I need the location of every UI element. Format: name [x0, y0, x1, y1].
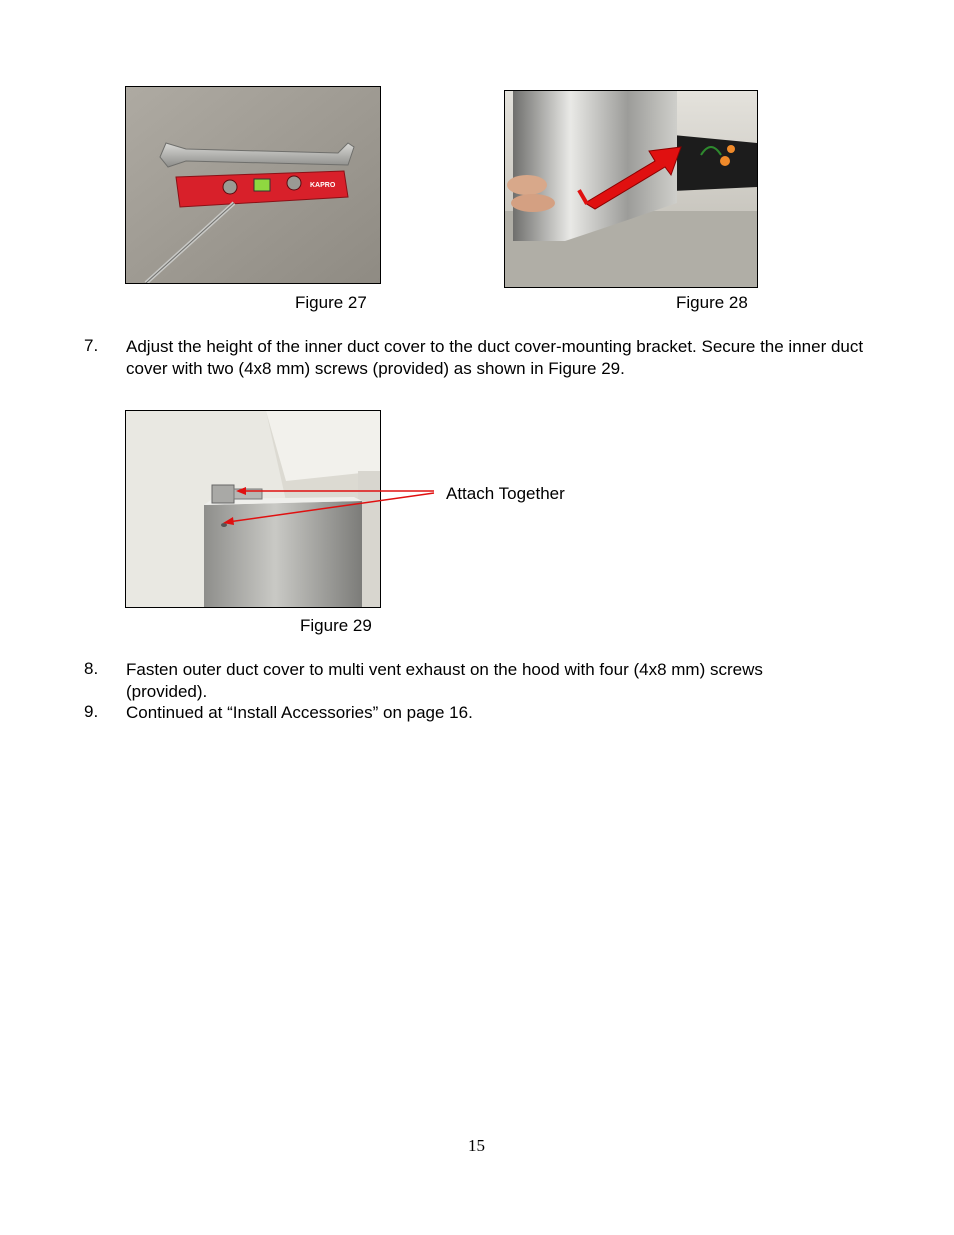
step-8-number: 8.: [84, 659, 99, 678]
figure-27-caption: Figure 27: [295, 293, 367, 312]
step-7-number: 7.: [84, 336, 99, 355]
page-number: 15: [468, 1136, 485, 1155]
level-brand-text: KAPRO: [310, 182, 336, 189]
step-8-text: Fasten outer duct cover to multi vent exhaust on the hood with four (4x8 mm) screws (provided).: [126, 660, 763, 701]
step-9-text: Continued at “Install Accessories” on page 16.: [126, 703, 473, 722]
step-9-number: 9.: [84, 702, 99, 721]
step-7-text: Adjust the height of the inner duct cover to the duct cover-mounting bracket. Secure the inner duct cover with two (4x8 mm) screws (provided) as shown in Figure 29.: [126, 337, 864, 378]
figure-28-caption: Figure 28: [676, 293, 748, 312]
figure-27-photo: [125, 86, 381, 284]
callout-label: Attach Together: [446, 484, 565, 503]
figure-29-photo: [125, 410, 381, 608]
figure-28-photo: [504, 90, 758, 288]
figure-29-caption: Figure 29: [300, 616, 372, 635]
